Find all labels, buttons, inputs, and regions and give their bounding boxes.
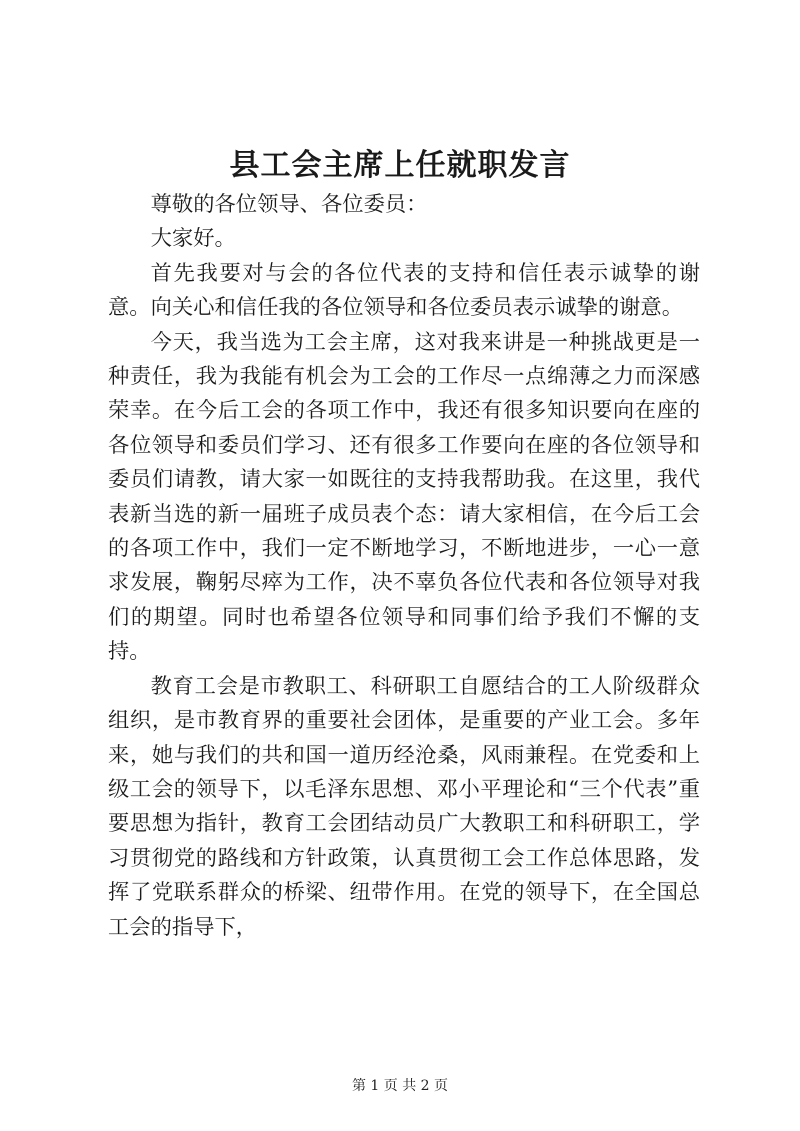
thanks-paragraph: 首先我要对与会的各位代表的支持和信任表示诚挚的谢意。向关心和信任我的各位领导和各位委员表示诚挚的谢意。	[108, 260, 700, 321]
union-history-paragraph: 教育工会是市教职工、科研职工自愿结合的工人阶级群众组织，是市教育界的重要社会团体，是重要的产业工会。多年来，她与我们的共和国一道历经沧桑，风雨兼程。在党委和上级工会的领导下，以毛泽东思想、邓小平理论和“三个代表”重要思想为指针，教育工会团结动员广大教职工和科研职工，学习贯彻党的路线和方针政策，认真贯彻工会工作总体思路，发挥了党联系群众的桥梁、纽带作用。在党的领导下，在全国总工会的指导下，	[108, 673, 700, 940]
salutation-paragraph: 尊敬的各位领导、各位委员：	[150, 192, 428, 217]
commitment-paragraph: 今天，我当选为工会主席，这对我来讲是一种挑战更是一种责任，我为我能有机会为工会的工作尽一点绵薄之力而深感荣幸。在今后工会的各项工作中，我还有很多知识要向在座的各位领导和委员们学习、还有很多工作要向在座的各位领导和委员们请教，请大家一如既往的支持我帮助我。在这里，我代表新当选的新一届班子成员表个态：请大家相信，在今后工会的各项工作中，我们一定不断地学习，不断地进步，一心一意求发展，鞠躬尽瘁为工作，决不辜负各位代表和各位领导对我们的期望。同时也希望各位领导和同事们给予我们不懈的支持。	[108, 329, 700, 665]
page-number-footer: 第 1 页 共 2 页	[351, 1078, 449, 1094]
greeting-paragraph: 大家好。	[150, 226, 236, 252]
document-title: 县工会主席上任就职发言	[229, 148, 571, 183]
document-body	[108, 188, 700, 945]
